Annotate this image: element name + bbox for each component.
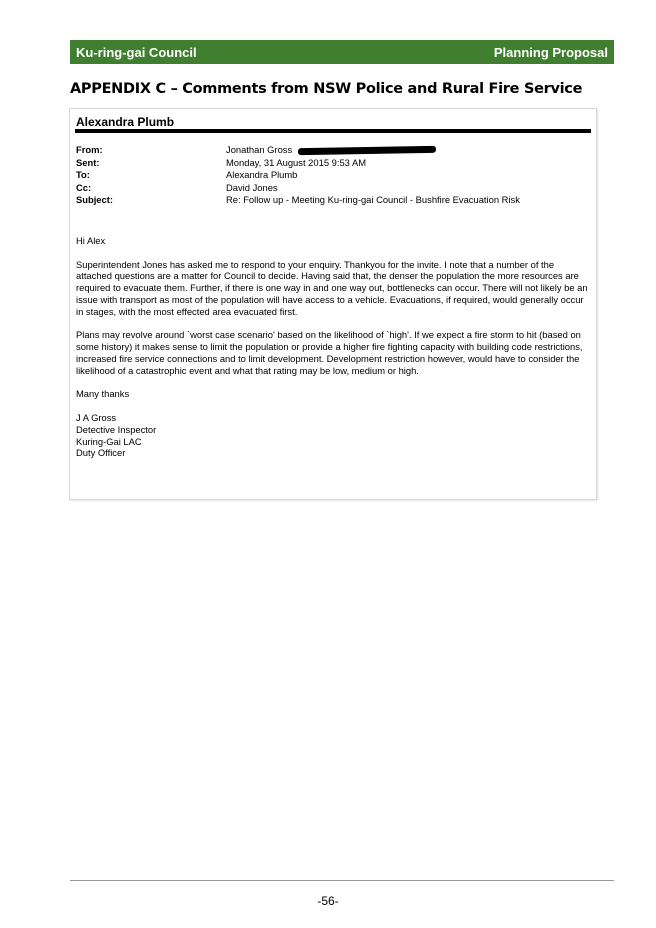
to-label: To: xyxy=(76,169,90,180)
subject-value: Re: Follow up - Meeting Ku-ring-gai Council - Bushfire Evacuation Risk xyxy=(226,194,520,205)
email-greeting: Hi Alex xyxy=(76,235,106,246)
sent-row xyxy=(76,157,591,170)
header-council-name: Ku-ring-gai Council xyxy=(76,44,197,60)
from-value-wrap xyxy=(226,144,591,157)
signature-rank: Detective Inspector xyxy=(76,423,157,435)
subject-row xyxy=(76,194,591,207)
page-number: -56- xyxy=(317,894,339,908)
email-signature xyxy=(76,412,588,459)
appendix-title: APPENDIX C – Comments from NSW Police and Rural Fire Service xyxy=(70,81,583,97)
email-header-fields xyxy=(76,144,591,207)
signature-command: Kuring-Gai LAC xyxy=(76,435,142,447)
cc-label: Cc: xyxy=(76,181,92,193)
sent-value: Monday, 31 August 2015 9:53 AM xyxy=(226,156,367,168)
to-row xyxy=(76,169,591,182)
header-document-type: Planning Proposal xyxy=(493,44,608,60)
mailbox-owner: Alexandra Plumb xyxy=(76,115,175,129)
email-screenshot xyxy=(69,108,597,500)
from-value: Jonathan Gross xyxy=(226,144,293,155)
to-value: Alexandra Plumb xyxy=(226,169,298,180)
owner-divider xyxy=(75,129,591,133)
email-paragraph-2: Plans may revolve around `worst case scenario' based on the likelihood of `high'. If we expect a fire storm to hit (based on some history) it makes sense to limit the population or provide a higher fire fighting capacity with building code restrictions, increased fire service connections and to limit development. Development restriction however, would have to consider the likelihood of a catastrophic event and what that rating may be low, medium or high. xyxy=(76,329,583,376)
header-bar xyxy=(70,40,614,64)
email-body xyxy=(76,235,588,459)
from-row xyxy=(76,144,591,157)
cc-row xyxy=(76,182,591,195)
from-label: From: xyxy=(76,144,103,155)
email-closing: Many thanks xyxy=(76,388,130,400)
redaction-mark xyxy=(298,146,436,155)
signature-name: J A Gross xyxy=(76,411,117,423)
email-paragraph-1: Superintendent Jones has asked me to respond to your enquiry. Thankyou for the invite. I note that a number of the attached questions are a matter for Council to decide. Having said that, the denser the population the more resources are required to evacuate them. Further, if there is one way in and one way out, bottlenecks can occur. There will not likely be an issue with transport as most of the population will have access to a vehicle. Evacuations, if required, would generally occur in stages, with the most effected area evacuated first. xyxy=(76,258,588,317)
sent-label: Sent: xyxy=(76,156,100,168)
subject-label: Subject: xyxy=(76,194,113,205)
signature-role: Duty Officer xyxy=(76,447,126,459)
cc-value: David Jones xyxy=(226,181,278,193)
footer-divider xyxy=(70,880,614,881)
